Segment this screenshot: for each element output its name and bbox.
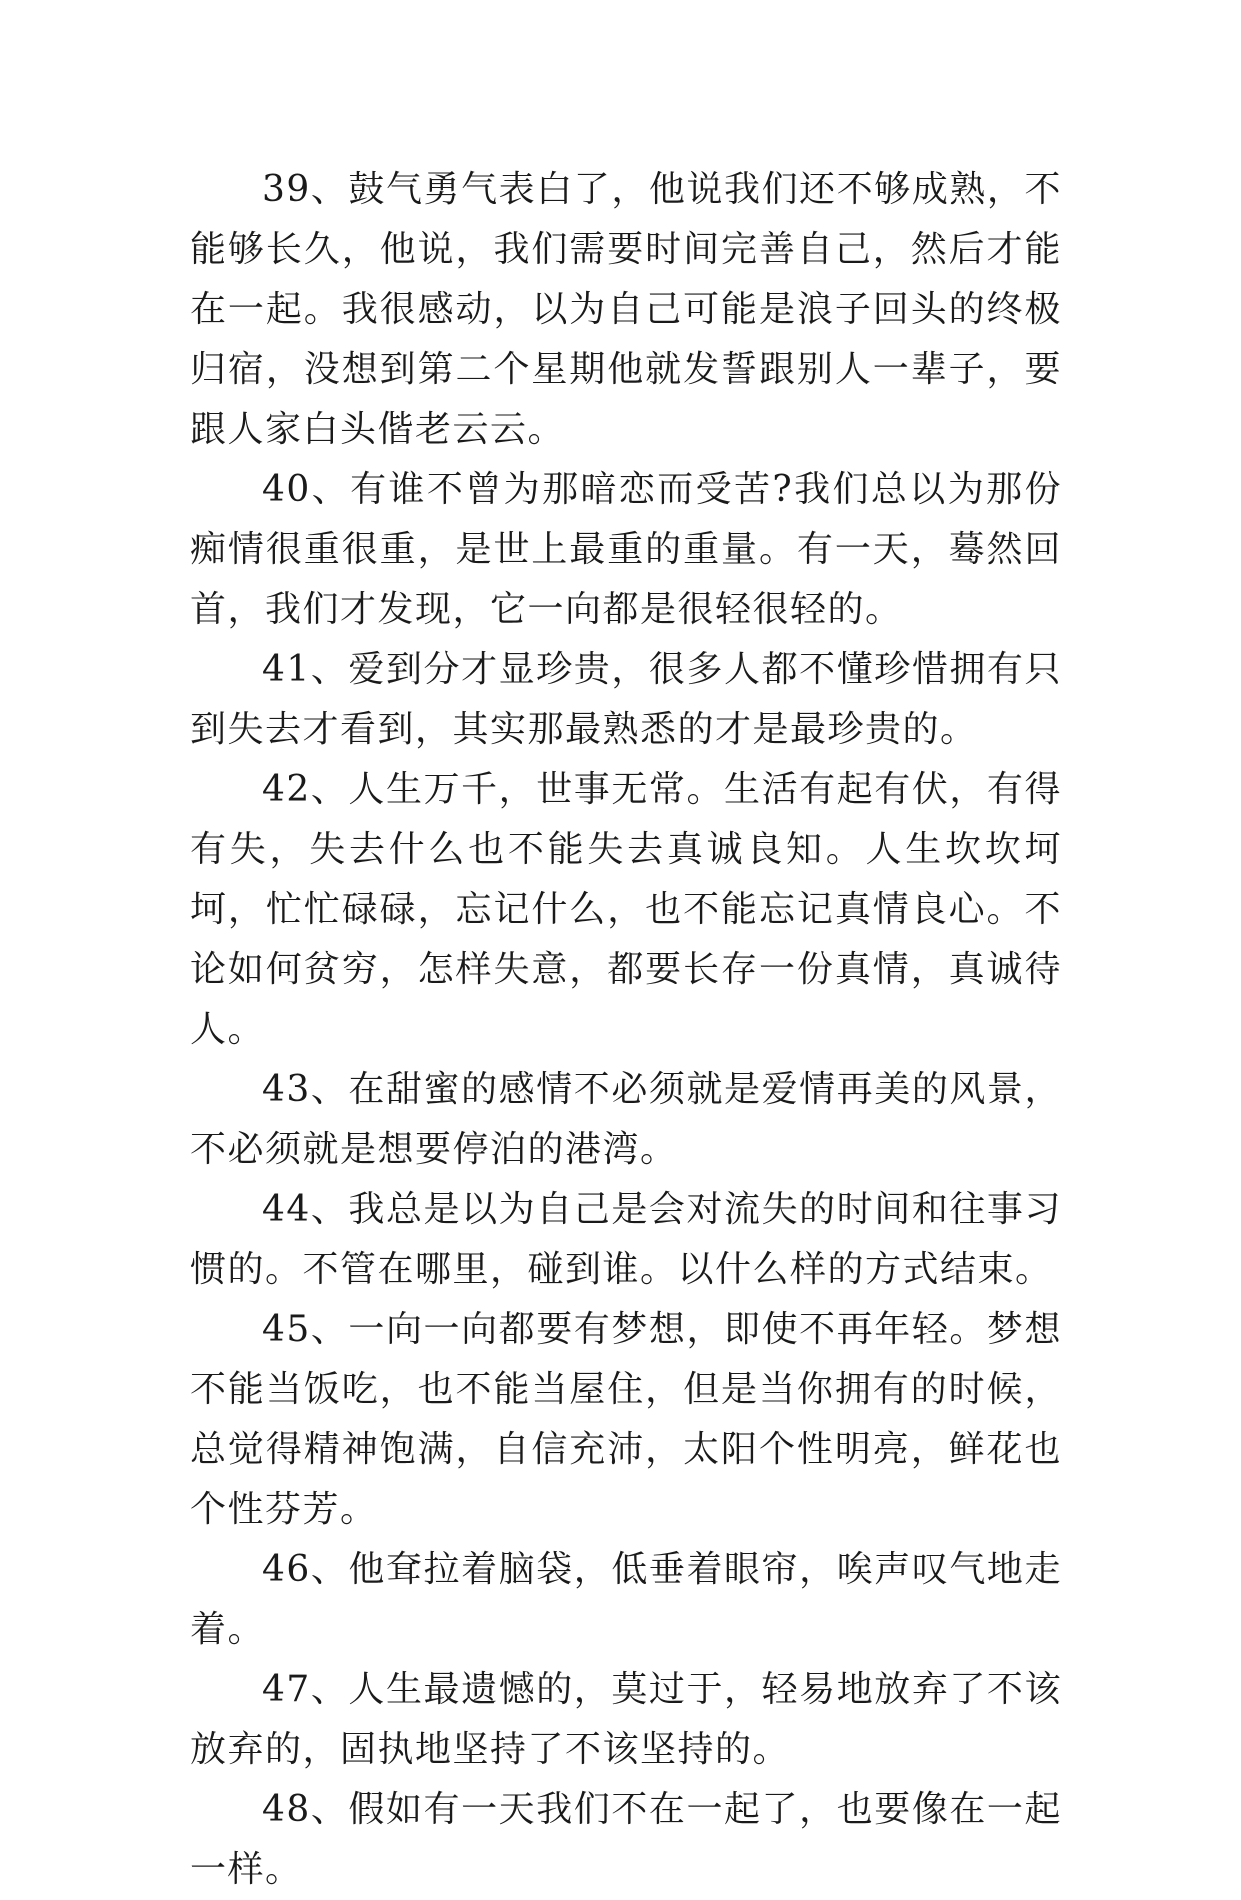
paragraph-41: 41、爱到分才显珍贵，很多人都不懂珍惜拥有只到失去才看到，其实那最熟悉的才是最珍贵的。 [190, 649, 1062, 750]
paragraph-47: 47、人生最遗憾的，莫过于，轻易地放弃了不该放弃的，固执地坚持了不该坚持的。 [190, 1669, 1062, 1770]
paragraph-42: 42、人生万千，世事无常。生活有起有伏，有得有失，失去什么也不能失去真诚良知。人生坎坎坷坷，忙忙碌碌，忘记什么，也不能忘记真情良心。不论如何贫穷，怎样失意，都要长存一份真情，真诚待人。 [190, 769, 1062, 1050]
paragraph-40: 40、有谁不曾为那暗恋而受苦?我们总以为那份痴情很重很重，是世上最重的重量。有一天，蓦然回首，我们才发现，它一向都是很轻很轻的。 [190, 469, 1062, 630]
paragraph-45: 45、一向一向都要有梦想，即使不再年轻。梦想不能当饭吃，也不能当屋住，但是当你拥有的时候，总觉得精神饱满，自信充沛，太阳个性明亮，鲜花也个性芬芳。 [190, 1309, 1062, 1530]
document-page [190, 160, 1062, 1890]
paragraph-43: 43、在甜蜜的感情不必须就是爱情再美的风景，不必须就是想要停泊的港湾。 [190, 1069, 1062, 1170]
paragraph-48: 48、假如有一天我们不在一起了，也要像在一起一样。 [190, 1789, 1062, 1890]
paragraph-39: 39、鼓气勇气表白了，他说我们还不够成熟，不能够长久，他说，我们需要时间完善自己，然后才能在一起。我很感动，以为自己可能是浪子回头的终极归宿，没想到第二个星期他就发誓跟别人一辈子，要跟人家白头偕老云云。 [190, 169, 1062, 450]
paragraph-46: 46、他耷拉着脑袋，低垂着眼帘，唉声叹气地走着。 [190, 1549, 1062, 1650]
paragraph-44: 44、我总是以为自己是会对流失的时间和往事习惯的。不管在哪里，碰到谁。以什么样的方式结束。 [190, 1189, 1062, 1290]
